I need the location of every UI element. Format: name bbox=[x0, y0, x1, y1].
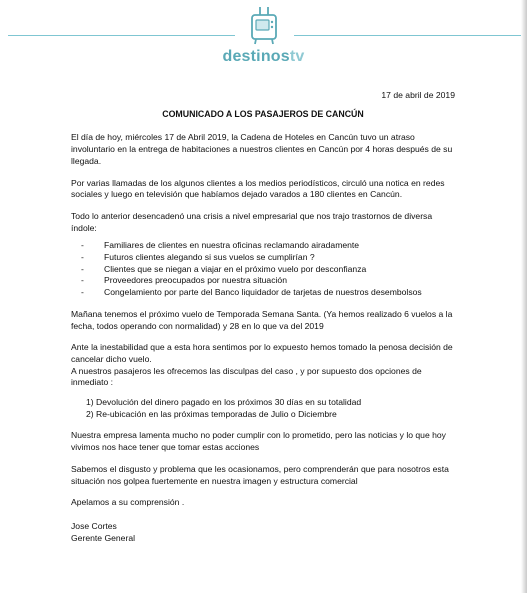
paragraph-next-flight: Mañana tenemos el próximo vuelo de Temporada Semana Santa. (Ya hemos realizado 6 vuelos a la fecha, todos operando con normalidad) y 28 en lo que va del 2019 bbox=[71, 308, 453, 331]
list-item: - Proveedores preocupados por nuestra situación bbox=[71, 275, 455, 287]
letter-title: COMUNICADO A LOS PASAJEROS DE CANCÚN bbox=[162, 108, 364, 119]
letter-body bbox=[71, 90, 455, 544]
header-divider-right bbox=[294, 35, 521, 36]
paragraph-options-intro: A nuestros pasajeros les ofrecemos las disculpas del caso , y por supuesto dos opciones de inmediato : bbox=[71, 365, 422, 388]
paragraph-crisis: Todo lo anterior desencadenó una crisis a nivel empresarial que nos trajo trastornos de diversa índole: bbox=[71, 210, 433, 233]
list-item: - Futuros clientes alegando si sus vuelos se cumplirían ? bbox=[71, 252, 455, 264]
letter-date: 17 de abril de 2019 bbox=[381, 90, 455, 100]
paragraph-cancellation: Ante la inestabilidad que a esta hora sentimos por lo expuesto hemos tomado la penosa decisión de cancelar dicho vuelo. bbox=[71, 342, 453, 364]
paragraph-impact: Sabemos el disgusto y problema que les ocasionamos, pero comprenderán que para nosotros esta situación nos golpea fuertemente en nuestra imagen y estructura comercial bbox=[71, 463, 449, 486]
list-item: - Congelamiento por parte del Banco liquidador de tarjetas de nuestros desembolsos bbox=[71, 287, 455, 299]
list-item: - Familiares de clientes en nuestra oficinas reclamando airadamente bbox=[71, 240, 455, 252]
brand-name: destinos bbox=[222, 48, 290, 65]
list-item: - Clientes que se niegan a viajar en el próximo vuelo por desconfianza bbox=[71, 264, 455, 276]
header-divider-left bbox=[8, 35, 235, 36]
letterhead bbox=[0, 0, 527, 80]
paragraph-incident: El día de hoy, miércoles 17 de Abril 2019, la Cadena de Hoteles en Cancún tuvo un atraso involuntario en la entrega de habitaciones a nuestros clientes en Cancún por 4 horas después de su llegada. bbox=[71, 132, 453, 166]
page-edge-shadow bbox=[521, 0, 527, 593]
closing-line: Apelamos a su comprensión . bbox=[71, 497, 185, 508]
brand-suffix: tv bbox=[289, 48, 305, 65]
brand-logo bbox=[0, 48, 527, 66]
paragraph-media: Por varias llamadas de los algunos clientes a los medios periodísticos, circuló una notica en redes sociales y luego en televisión que habíamos dejado varados a 180 clientes en Cancún. bbox=[71, 177, 445, 200]
paragraph-apology: Nuestra empresa lamenta mucho no poder cumplir con lo prometido, pero las noticias y lo que hoy vivimos nos hace tener que tomar estas acciones bbox=[71, 430, 446, 453]
list-item: 2) Re-ubicación en las próximas temporadas de Julio o Diciembre bbox=[86, 408, 337, 419]
signer-title: Gerente General bbox=[71, 532, 136, 543]
options-list bbox=[71, 397, 455, 420]
tv-icon bbox=[246, 4, 282, 50]
signature-block bbox=[71, 521, 455, 544]
list-item: 1) Devolución del dinero pagado en los próximos 30 días en su totalidad bbox=[86, 397, 362, 408]
signer-name: Jose Cortes bbox=[71, 520, 117, 531]
issues-list bbox=[71, 240, 455, 299]
